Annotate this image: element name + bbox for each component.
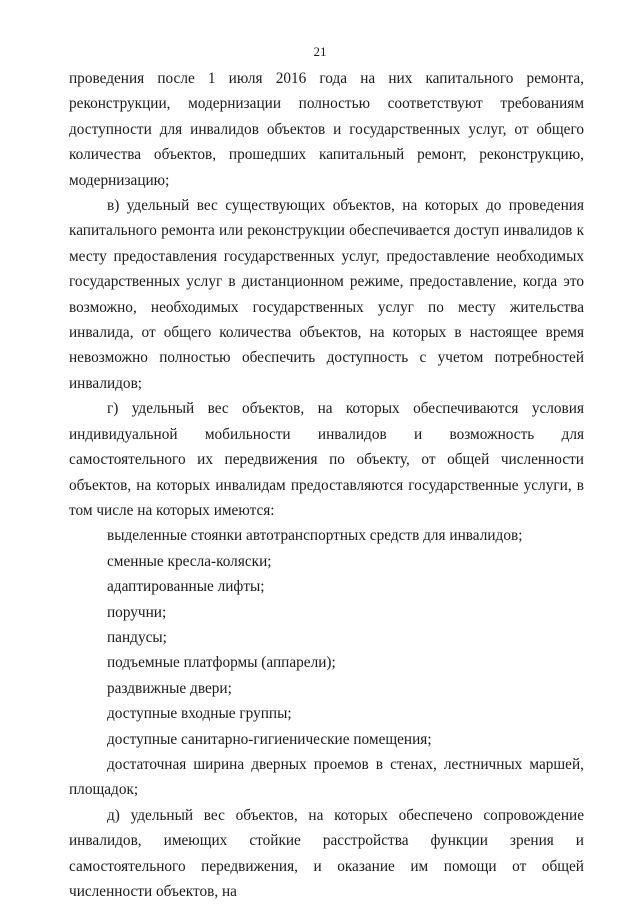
list-item: доступные входные группы;: [107, 705, 292, 723]
list-item: сменные кресла-коляски;: [107, 552, 272, 570]
list-item: подъемные платформы (аппарели);: [107, 654, 336, 672]
list-item: достаточная ширина дверных проемов в стенах, лестничных маршей, площадок;: [69, 755, 584, 799]
list-item: выделенные стоянки автотранспортных средств для инвалидов;: [107, 527, 523, 545]
list-item: доступные санитарно-гигиенические помещения;: [107, 730, 432, 748]
list-item: пандусы;: [107, 628, 167, 646]
list-item: адаптированные лифты;: [107, 578, 265, 596]
paragraph-item-d: д) удельный вес объектов, на которых обеспечено сопровождение инвалидов, имеющих стойкие расстройства функции зрения и самостоятельного передвижения, и оказание им помощи от общей численности объектов, на: [69, 806, 584, 900]
paragraph-item-g: г) удельный вес объектов, на которых обеспечиваются условия индивидуальной мобильности инвалидов и возможность для самостоятельного их передвижения по объекту, от общей численности объектов, на которых инвалидам предоставляются государственные услуги, в том числе на которых имеются:: [69, 400, 584, 519]
page-number: 21: [313, 44, 327, 59]
paragraph-item-v: в) удельный вес существующих объектов, на которых до проведения капитального ремонта или реконструкции обеспечивается доступ инвалидов к месту предоставления государственных услуг, предоставление необходимых государственных услуг в дистанционном режиме, предоставление, когда это возможно, необходимых государственных услуг по месту жительства инвалида, от общего количества объектов, на которых в настоящее время невозможно полностью обеспечить доступность с учетом потребностей инвалидов;: [69, 197, 584, 392]
list-item: поручни;: [107, 603, 167, 621]
list-item: раздвижные двери;: [107, 679, 232, 697]
document-body: [69, 66, 584, 904]
paragraph-continuation: проведения после 1 июля 2016 года на них капитального ремонта, реконструкции, модернизации полностью соответствуют требованиям доступности для инвалидов объектов и государственных услуг, от общего количества объектов, прошедших капитальный ремонт, реконструкцию, модернизацию;: [69, 70, 584, 189]
